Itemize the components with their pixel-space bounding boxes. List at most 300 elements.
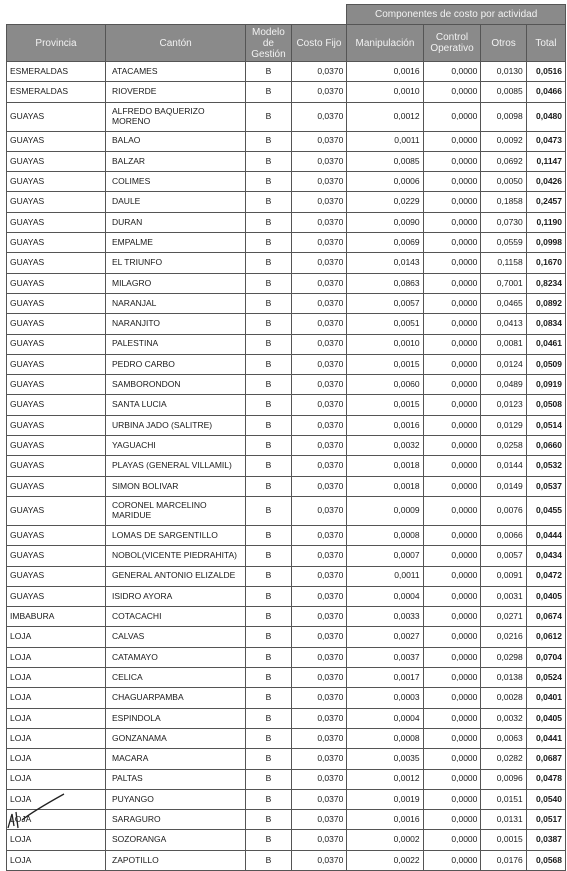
cell-costo-fijo: 0,0370 [291, 708, 347, 728]
cell-costo-fijo: 0,0370 [291, 334, 347, 354]
cell-total: 0,0387 [526, 830, 565, 850]
table-row [7, 566, 566, 586]
cell-modelo: B [246, 607, 291, 627]
cell-costo-fijo: 0,0370 [291, 830, 347, 850]
cell-otros: 0,0465 [481, 293, 526, 313]
cell-control: 0,0000 [423, 375, 481, 395]
cell-total: 0,0568 [526, 850, 565, 870]
cell-manipulacion: 0,0027 [347, 627, 423, 647]
col-header-manipulacion: Manipulación [347, 25, 423, 62]
cell-modelo: B [246, 830, 291, 850]
cell-manipulacion: 0,0016 [347, 62, 423, 82]
cell-total: 0,0509 [526, 354, 565, 374]
cell-otros: 0,1858 [481, 192, 526, 212]
cell-canton: CHAGUARPAMBA [106, 688, 246, 708]
cell-otros: 0,0149 [481, 476, 526, 496]
cell-modelo: B [246, 375, 291, 395]
cell-total: 0,0892 [526, 293, 565, 313]
cell-modelo: B [246, 728, 291, 748]
cell-control: 0,0000 [423, 82, 481, 102]
cell-otros: 0,0092 [481, 131, 526, 151]
cell-modelo: B [246, 395, 291, 415]
cell-otros: 0,0151 [481, 789, 526, 809]
cell-provincia: LOJA [7, 668, 106, 688]
cell-costo-fijo: 0,0370 [291, 496, 347, 525]
table-row [7, 607, 566, 627]
cell-provincia: GUAYAS [7, 314, 106, 334]
table-row [7, 293, 566, 313]
cell-manipulacion: 0,0033 [347, 607, 423, 627]
cell-modelo: B [246, 627, 291, 647]
cell-manipulacion: 0,0009 [347, 496, 423, 525]
cell-control: 0,0000 [423, 850, 481, 870]
cell-provincia: IMBABURA [7, 607, 106, 627]
cell-manipulacion: 0,0018 [347, 476, 423, 496]
cell-canton: CELICA [106, 668, 246, 688]
cell-otros: 0,0098 [481, 102, 526, 131]
col-header-costo-fijo: Costo Fijo [291, 25, 347, 62]
cell-provincia: GUAYAS [7, 192, 106, 212]
cell-otros: 0,0258 [481, 436, 526, 456]
cell-control: 0,0000 [423, 62, 481, 82]
table-row [7, 688, 566, 708]
cell-manipulacion: 0,0032 [347, 436, 423, 456]
cell-control: 0,0000 [423, 769, 481, 789]
cell-manipulacion: 0,0016 [347, 810, 423, 830]
cell-provincia: GUAYAS [7, 476, 106, 496]
cell-modelo: B [246, 151, 291, 171]
cell-otros: 0,0489 [481, 375, 526, 395]
cell-modelo: B [246, 850, 291, 870]
cell-canton: CATAMAYO [106, 647, 246, 667]
cell-costo-fijo: 0,0370 [291, 586, 347, 606]
cell-otros: 0,0050 [481, 172, 526, 192]
cell-canton: GONZANAMA [106, 728, 246, 748]
cell-control: 0,0000 [423, 830, 481, 850]
cell-modelo: B [246, 273, 291, 293]
table-row [7, 151, 566, 171]
cell-manipulacion: 0,0019 [347, 789, 423, 809]
cell-provincia: LOJA [7, 647, 106, 667]
table-row [7, 212, 566, 232]
cell-modelo: B [246, 82, 291, 102]
cell-canton: RIOVERDE [106, 82, 246, 102]
table-row [7, 749, 566, 769]
cell-modelo: B [246, 415, 291, 435]
cell-otros: 0,0298 [481, 647, 526, 667]
cell-provincia: GUAYAS [7, 293, 106, 313]
cell-control: 0,0000 [423, 415, 481, 435]
cell-otros: 0,0129 [481, 415, 526, 435]
cell-otros: 0,1158 [481, 253, 526, 273]
cell-canton: PLAYAS (GENERAL VILLAMIL) [106, 456, 246, 476]
cell-modelo: B [246, 314, 291, 334]
table-row [7, 476, 566, 496]
table-row [7, 810, 566, 830]
cell-otros: 0,0057 [481, 546, 526, 566]
cell-modelo: B [246, 546, 291, 566]
cell-costo-fijo: 0,0370 [291, 789, 347, 809]
table-row [7, 62, 566, 82]
cell-modelo: B [246, 769, 291, 789]
cell-costo-fijo: 0,0370 [291, 769, 347, 789]
cell-total: 0,0516 [526, 62, 565, 82]
cell-control: 0,0000 [423, 395, 481, 415]
cell-control: 0,0000 [423, 476, 481, 496]
cell-modelo: B [246, 172, 291, 192]
cell-provincia: GUAYAS [7, 546, 106, 566]
cell-costo-fijo: 0,0370 [291, 456, 347, 476]
table-row [7, 789, 566, 809]
cell-otros: 0,0271 [481, 607, 526, 627]
cell-costo-fijo: 0,0370 [291, 253, 347, 273]
cell-total: 0,0834 [526, 314, 565, 334]
table-row [7, 546, 566, 566]
table-row [7, 131, 566, 151]
table-row [7, 627, 566, 647]
cell-control: 0,0000 [423, 354, 481, 374]
table-row [7, 192, 566, 212]
cell-costo-fijo: 0,0370 [291, 525, 347, 545]
table-row [7, 850, 566, 870]
cell-provincia: GUAYAS [7, 456, 106, 476]
cell-provincia: ESMERALDAS [7, 62, 106, 82]
cell-canton: MILAGRO [106, 273, 246, 293]
cell-modelo: B [246, 688, 291, 708]
cell-canton: LOMAS DE SARGENTILLO [106, 525, 246, 545]
table-row [7, 314, 566, 334]
cell-canton: NARANJAL [106, 293, 246, 313]
table-row [7, 496, 566, 525]
cell-manipulacion: 0,0229 [347, 192, 423, 212]
cell-provincia: LOJA [7, 688, 106, 708]
cell-provincia: GUAYAS [7, 375, 106, 395]
cell-canton: DAULE [106, 192, 246, 212]
cell-manipulacion: 0,0015 [347, 395, 423, 415]
table-row [7, 395, 566, 415]
cell-otros: 0,0176 [481, 850, 526, 870]
cell-provincia: LOJA [7, 708, 106, 728]
cell-total: 0,0444 [526, 525, 565, 545]
cell-costo-fijo: 0,0370 [291, 415, 347, 435]
cell-manipulacion: 0,0143 [347, 253, 423, 273]
cell-provincia: LOJA [7, 749, 106, 769]
cell-canton: CORONEL MARCELINO MARIDUE [106, 496, 246, 525]
cell-canton: CALVAS [106, 627, 246, 647]
table-row [7, 668, 566, 688]
cell-canton: ESPINDOLA [106, 708, 246, 728]
cell-control: 0,0000 [423, 334, 481, 354]
cell-canton: ISIDRO AYORA [106, 586, 246, 606]
cell-control: 0,0000 [423, 708, 481, 728]
cell-total: 0,0480 [526, 102, 565, 131]
cell-otros: 0,0063 [481, 728, 526, 748]
table-row [7, 647, 566, 667]
cost-table-page [6, 4, 566, 871]
cell-canton: YAGUACHI [106, 436, 246, 456]
cell-provincia: GUAYAS [7, 151, 106, 171]
cell-manipulacion: 0,0051 [347, 314, 423, 334]
cell-provincia: LOJA [7, 728, 106, 748]
cell-manipulacion: 0,0006 [347, 172, 423, 192]
cell-control: 0,0000 [423, 253, 481, 273]
cell-canton: GENERAL ANTONIO ELIZALDE [106, 566, 246, 586]
cell-provincia: GUAYAS [7, 212, 106, 232]
cell-control: 0,0000 [423, 789, 481, 809]
cell-total: 0,1670 [526, 253, 565, 273]
cell-modelo: B [246, 749, 291, 769]
table-row [7, 375, 566, 395]
cell-provincia: GUAYAS [7, 253, 106, 273]
cell-costo-fijo: 0,0370 [291, 354, 347, 374]
cell-otros: 0,0066 [481, 525, 526, 545]
cell-control: 0,0000 [423, 212, 481, 232]
cell-otros: 0,0081 [481, 334, 526, 354]
cell-control: 0,0000 [423, 151, 481, 171]
cell-canton: ZAPOTILLO [106, 850, 246, 870]
cell-total: 0,0473 [526, 131, 565, 151]
table-row [7, 334, 566, 354]
cell-costo-fijo: 0,0370 [291, 647, 347, 667]
cell-costo-fijo: 0,0370 [291, 688, 347, 708]
cell-total: 0,0426 [526, 172, 565, 192]
cell-modelo: B [246, 334, 291, 354]
cell-canton: PUYANGO [106, 789, 246, 809]
cell-total: 0,0540 [526, 789, 565, 809]
cell-modelo: B [246, 566, 291, 586]
cell-otros: 0,0076 [481, 496, 526, 525]
cell-costo-fijo: 0,0370 [291, 436, 347, 456]
cell-costo-fijo: 0,0370 [291, 728, 347, 748]
cell-canton: SOZORANGA [106, 830, 246, 850]
cell-otros: 0,0031 [481, 586, 526, 606]
cell-canton: PALESTINA [106, 334, 246, 354]
cell-total: 0,0405 [526, 586, 565, 606]
cell-costo-fijo: 0,0370 [291, 476, 347, 496]
cell-provincia: GUAYAS [7, 273, 106, 293]
cell-modelo: B [246, 525, 291, 545]
cell-control: 0,0000 [423, 293, 481, 313]
cell-otros: 0,0096 [481, 769, 526, 789]
cell-provincia: LOJA [7, 627, 106, 647]
cell-otros: 0,0692 [481, 151, 526, 171]
cell-control: 0,0000 [423, 668, 481, 688]
cell-otros: 0,0730 [481, 212, 526, 232]
cell-control: 0,0000 [423, 586, 481, 606]
cell-modelo: B [246, 131, 291, 151]
cell-canton: ATACAMES [106, 62, 246, 82]
cell-otros: 0,0015 [481, 830, 526, 850]
cell-manipulacion: 0,0015 [347, 354, 423, 374]
cell-provincia: LOJA [7, 810, 106, 830]
cell-canton: EL TRIUNFO [106, 253, 246, 273]
cell-otros: 0,0124 [481, 354, 526, 374]
cell-modelo: B [246, 212, 291, 232]
cell-costo-fijo: 0,0370 [291, 749, 347, 769]
cell-costo-fijo: 0,0370 [291, 62, 347, 82]
cell-costo-fijo: 0,0370 [291, 293, 347, 313]
cell-costo-fijo: 0,0370 [291, 172, 347, 192]
cell-canton: PEDRO CARBO [106, 354, 246, 374]
cell-costo-fijo: 0,0370 [291, 102, 347, 131]
cell-costo-fijo: 0,0370 [291, 810, 347, 830]
cell-modelo: B [246, 496, 291, 525]
cell-control: 0,0000 [423, 436, 481, 456]
cell-canton: MACARA [106, 749, 246, 769]
cell-canton: SANTA LUCIA [106, 395, 246, 415]
cell-costo-fijo: 0,0370 [291, 192, 347, 212]
table-row [7, 233, 566, 253]
cell-manipulacion: 0,0011 [347, 131, 423, 151]
cell-provincia: GUAYAS [7, 496, 106, 525]
cell-manipulacion: 0,0012 [347, 102, 423, 131]
cell-costo-fijo: 0,0370 [291, 131, 347, 151]
cell-provincia: GUAYAS [7, 131, 106, 151]
cell-provincia: GUAYAS [7, 172, 106, 192]
cell-manipulacion: 0,0035 [347, 749, 423, 769]
col-header-modelo: Modelo de Gestión [246, 25, 291, 62]
cell-total: 0,0532 [526, 456, 565, 476]
cell-costo-fijo: 0,0370 [291, 566, 347, 586]
col-header-canton: Cantón [106, 25, 246, 62]
cell-total: 0,0461 [526, 334, 565, 354]
cell-modelo: B [246, 810, 291, 830]
cell-canton: ALFREDO BAQUERIZO MORENO [106, 102, 246, 131]
cell-costo-fijo: 0,0370 [291, 850, 347, 870]
cell-control: 0,0000 [423, 131, 481, 151]
cell-manipulacion: 0,0003 [347, 688, 423, 708]
table-row [7, 172, 566, 192]
cell-provincia: GUAYAS [7, 102, 106, 131]
cell-otros: 0,0131 [481, 810, 526, 830]
cell-canton: BALAO [106, 131, 246, 151]
table-row [7, 253, 566, 273]
cell-control: 0,0000 [423, 192, 481, 212]
cell-modelo: B [246, 476, 291, 496]
col-header-control: Control Operativo [423, 25, 481, 62]
table-row [7, 436, 566, 456]
cell-otros: 0,0144 [481, 456, 526, 476]
cell-manipulacion: 0,0004 [347, 586, 423, 606]
cell-provincia: GUAYAS [7, 354, 106, 374]
cell-total: 0,1147 [526, 151, 565, 171]
cell-manipulacion: 0,0008 [347, 728, 423, 748]
cell-control: 0,0000 [423, 566, 481, 586]
cell-provincia: GUAYAS [7, 233, 106, 253]
cell-control: 0,0000 [423, 627, 481, 647]
cell-manipulacion: 0,0018 [347, 456, 423, 476]
cell-manipulacion: 0,0002 [347, 830, 423, 850]
cell-provincia: GUAYAS [7, 415, 106, 435]
cell-costo-fijo: 0,0370 [291, 151, 347, 171]
cell-total: 0,0674 [526, 607, 565, 627]
cell-canton: PALTAS [106, 769, 246, 789]
cell-provincia: LOJA [7, 789, 106, 809]
table-row [7, 769, 566, 789]
cell-total: 0,0434 [526, 546, 565, 566]
cell-control: 0,0000 [423, 233, 481, 253]
cell-canton: COLIMES [106, 172, 246, 192]
cell-costo-fijo: 0,0370 [291, 546, 347, 566]
cell-total: 0,1190 [526, 212, 565, 232]
cell-total: 0,0998 [526, 233, 565, 253]
table-row [7, 82, 566, 102]
cell-canton: SARAGURO [106, 810, 246, 830]
cell-modelo: B [246, 456, 291, 476]
cell-manipulacion: 0,0007 [347, 546, 423, 566]
cell-modelo: B [246, 586, 291, 606]
cell-control: 0,0000 [423, 749, 481, 769]
cell-total: 0,0660 [526, 436, 565, 456]
cell-manipulacion: 0,0016 [347, 415, 423, 435]
cell-total: 0,0687 [526, 749, 565, 769]
cell-manipulacion: 0,0085 [347, 151, 423, 171]
cell-manipulacion: 0,0022 [347, 850, 423, 870]
cell-costo-fijo: 0,0370 [291, 314, 347, 334]
cell-manipulacion: 0,0057 [347, 293, 423, 313]
cell-provincia: LOJA [7, 830, 106, 850]
cell-modelo: B [246, 354, 291, 374]
cell-otros: 0,0216 [481, 627, 526, 647]
cell-total: 0,0919 [526, 375, 565, 395]
header-spacer [7, 5, 347, 25]
cell-costo-fijo: 0,0370 [291, 375, 347, 395]
cell-control: 0,0000 [423, 102, 481, 131]
cell-canton: URBINA JADO (SALITRE) [106, 415, 246, 435]
cell-control: 0,0000 [423, 496, 481, 525]
cell-canton: NARANJITO [106, 314, 246, 334]
table-row [7, 586, 566, 606]
cell-provincia: GUAYAS [7, 586, 106, 606]
cell-modelo: B [246, 102, 291, 131]
cell-provincia: GUAYAS [7, 525, 106, 545]
cell-costo-fijo: 0,0370 [291, 233, 347, 253]
cell-modelo: B [246, 293, 291, 313]
cell-manipulacion: 0,0008 [347, 525, 423, 545]
cell-provincia: ESMERALDAS [7, 82, 106, 102]
cell-total: 0,0524 [526, 668, 565, 688]
cell-total: 0,0537 [526, 476, 565, 496]
cell-canton: COTACACHI [106, 607, 246, 627]
cell-otros: 0,0091 [481, 566, 526, 586]
table-body [7, 62, 566, 871]
cell-control: 0,0000 [423, 525, 481, 545]
cell-modelo: B [246, 62, 291, 82]
cell-otros: 0,7001 [481, 273, 526, 293]
cell-control: 0,0000 [423, 172, 481, 192]
cell-otros: 0,0028 [481, 688, 526, 708]
cell-otros: 0,0282 [481, 749, 526, 769]
table-row [7, 728, 566, 748]
cell-total: 0,0466 [526, 82, 565, 102]
cell-canton: EMPALME [106, 233, 246, 253]
cell-costo-fijo: 0,0370 [291, 627, 347, 647]
cell-total: 0,0612 [526, 627, 565, 647]
cell-manipulacion: 0,0012 [347, 769, 423, 789]
cell-canton: SIMON BOLIVAR [106, 476, 246, 496]
cell-otros: 0,0413 [481, 314, 526, 334]
cell-manipulacion: 0,0037 [347, 647, 423, 667]
cell-provincia: LOJA [7, 769, 106, 789]
cell-provincia: GUAYAS [7, 566, 106, 586]
table-row [7, 525, 566, 545]
cell-control: 0,0000 [423, 810, 481, 830]
cell-total: 0,0441 [526, 728, 565, 748]
cell-total: 0,0401 [526, 688, 565, 708]
cell-total: 0,8234 [526, 273, 565, 293]
table-row [7, 354, 566, 374]
cell-canton: NOBOL(VICENTE PIEDRAHITA) [106, 546, 246, 566]
